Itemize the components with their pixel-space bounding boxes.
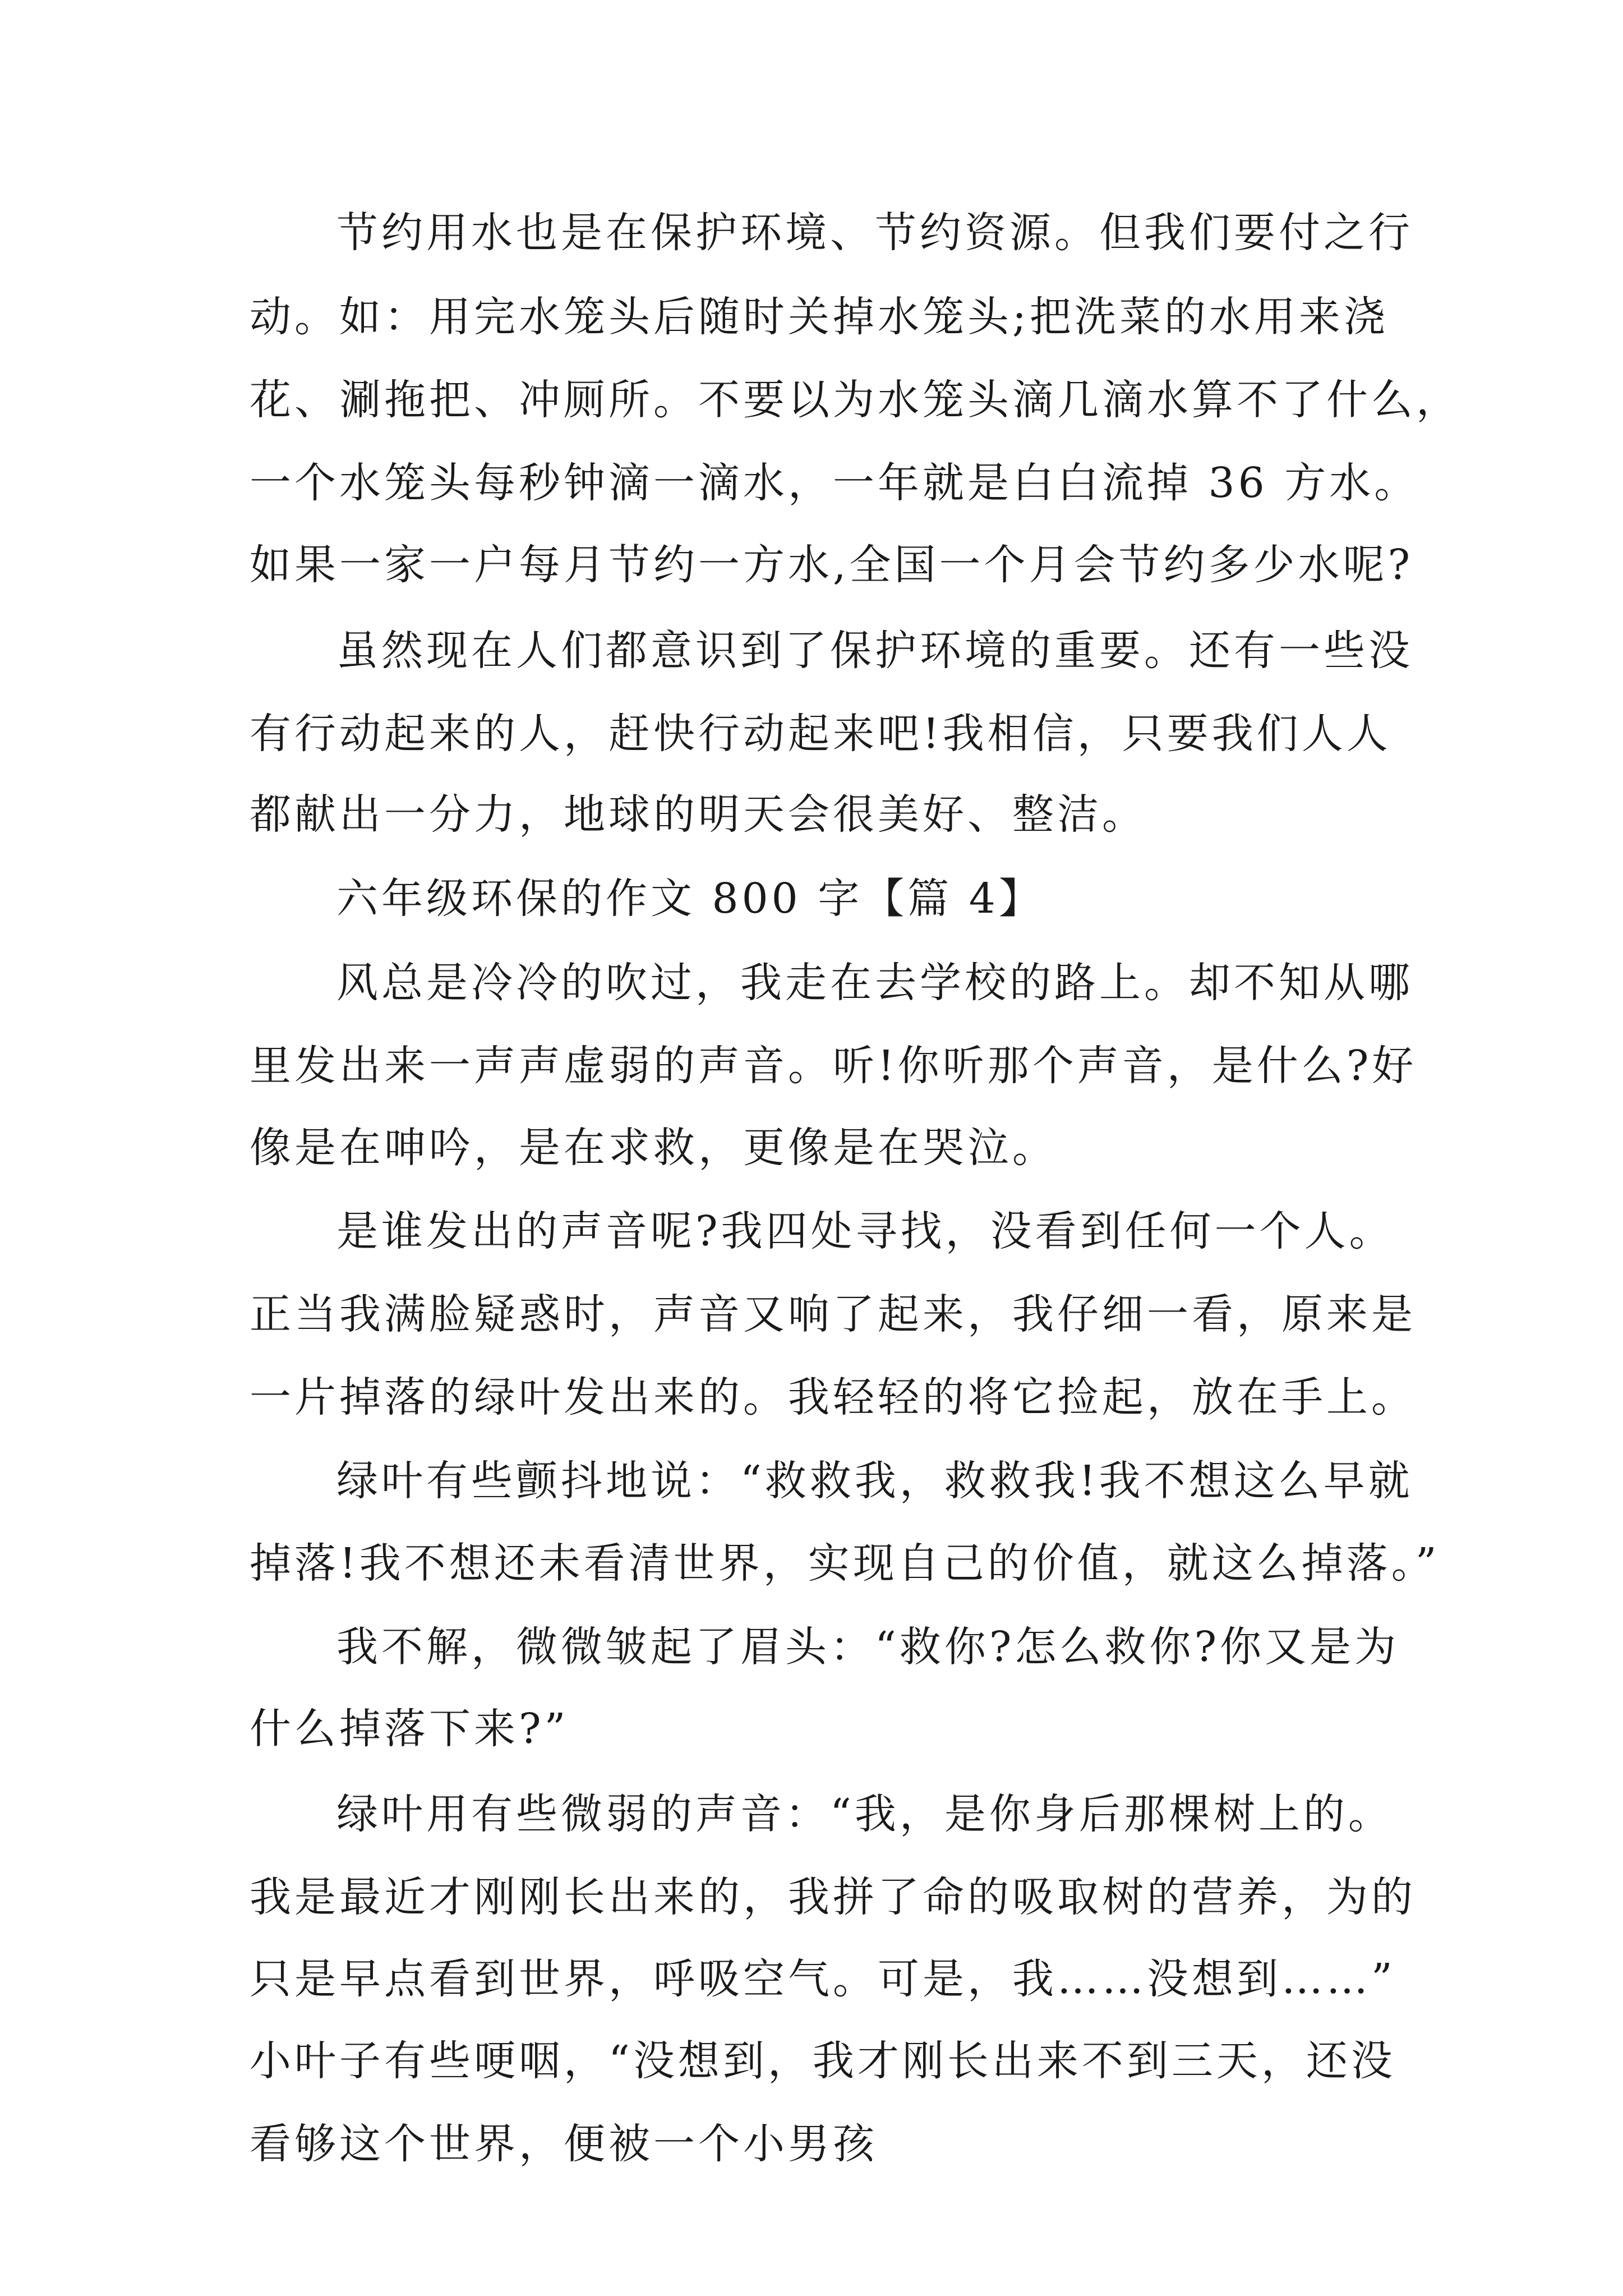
text-line: 动。如：用完水笼头后随时关掉水笼头;把洗菜的水用来浇 — [250, 293, 1389, 341]
text-line: 有行动起来的人，赶快行动起来吧!我相信，只要我们人人 — [250, 710, 1391, 758]
text-line: 我不解，微微皱起了眉头：“救你?怎么救你?你又是为 — [336, 1623, 1400, 1671]
text-line: 虽然现在人们都意识到了保护环境的重要。还有一些没 — [336, 627, 1413, 675]
text-line: 我是最近才刚刚长出来的，我拼了命的吸取树的营养，为的 — [250, 1873, 1416, 1921]
text-line: 风总是冷冷的吹过，我走在去学校的路上。却不知从哪 — [336, 959, 1413, 1007]
text-line: 绿叶用有些微弱的声音：“我，是你身后那棵树上的。 — [336, 1790, 1393, 1838]
text-line: 节约用水也是在保护环境、节约资源。但我们要付之行 — [336, 209, 1413, 257]
text-line: 一片掉落的绿叶发出来的。我轻轻的将它捡起，放在手上。 — [250, 1373, 1416, 1421]
text-line: 如果一家一户每月节约一方水,全国一个月会节约多少水呢? — [250, 541, 1414, 589]
section-heading: 六年级环保的作文 800 字【篇 4】 — [336, 875, 1044, 923]
text-line: 只是早点看到世界，呼吸空气。可是，我……没想到……” — [250, 1955, 1396, 2003]
text-line: 花、涮拖把、冲厕所。不要以为水笼头滴几滴水算不了什么， — [250, 376, 1461, 424]
text-line: 是谁发出的声音呢?我四处寻找，没看到任何一个人。 — [336, 1207, 1394, 1255]
text-line: 一个水笼头每秒钟滴一滴水，一年就是白白流掉 36 方水。 — [250, 459, 1419, 507]
text-line: 掉落!我不想还未看清世界，实现自己的价值，就这么掉落。” — [250, 1539, 1440, 1588]
text-line: 里发出来一声声虚弱的声音。听!你听那个声音，是什么?好 — [250, 1042, 1417, 1090]
text-line: 正当我满脸疑惑时，声音又响了起来，我仔细一看，原来是 — [250, 1290, 1416, 1338]
text-line: 绿叶有些颤抖地说：“救救我，救救我!我不想这么早就 — [336, 1457, 1413, 1505]
text-line: 像是在呻吟，是在求救，更像是在哭泣。 — [250, 1124, 1057, 1172]
text-line: 都献出一分力，地球的明天会很美好、整洁。 — [250, 790, 1147, 839]
text-line: 什么掉落下来?” — [250, 1705, 569, 1753]
text-line: 看够这个世界，便被一个小男孩 — [250, 2120, 878, 2168]
text-line: 小叶子有些哽咽，“没想到，我才刚长出来不到三天，还没 — [250, 2037, 1396, 2085]
